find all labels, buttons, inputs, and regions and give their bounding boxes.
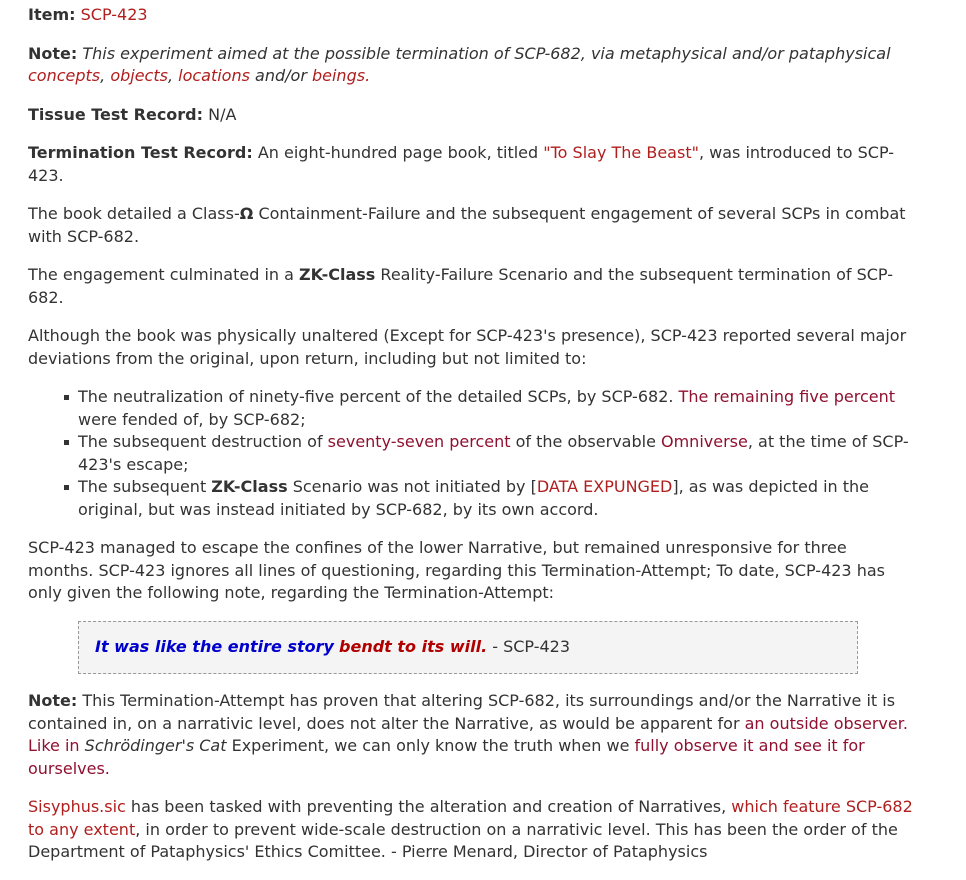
outside-observer-link[interactable]: an outside observer [744, 713, 903, 733]
quote-block [78, 621, 858, 675]
termination-test-record: Termination Test Record: An eight-hundred page book, titled "To Slay The Beast", was introduced to SCP-423. [28, 143, 895, 185]
book-paragraph: The book detailed a Class-Ω Containment-Failure and the subsequent engagement of several SCPs in combat with SCP-682. [28, 204, 906, 246]
note-conclusion: Note: This Termination-Attempt has proven that altering SCP-682, its surroundings and/or the Narrative it is contained in, on a narrativic level, does not alter the Narrative, as would be apparent for an outside observer. Like in Schrödinger's Cat Experiment, we can only know the truth when we fully observe it and see it for ourselves. [28, 691, 908, 778]
list-item: The neutralization of ninety-five percent of the detailed SCPs, by SCP-682. The remaining five percent were fended of, by SCP-682; [78, 386, 914, 431]
list-item: The subsequent ZK-Class Scenario was not initiated by [DATA EXPUNGED], as was depicted in the original, but was instead initiated by SCP-682, by its own accord. [78, 476, 914, 521]
sisyphus-paragraph: Sisyphus.sic has been tasked with preventing the alteration and creation of Narratives, which feature SCP-682 to any extent, in order to prevent wide-scale destruction on a narrativic level. This has been the order of the Department of Pataphysics' Ethics Comittee. - Pierre Menard, Director of Pataphysics [28, 797, 913, 861]
item-line [28, 4, 914, 27]
list-item: The subsequent destruction of seventy-seven percent of the observable Omniverse, at the time of SCP-423's escape; [78, 431, 914, 476]
item-link[interactable]: SCP-423 [80, 5, 148, 24]
locations-link[interactable]: locations [178, 66, 250, 85]
escape-paragraph: SCP-423 managed to escape the confines of the lower Narrative, but remained unresponsive for three months. SCP-423 ignores all lines of questioning, regarding this Termination-Attempt; To date, SCP-423 has only given the following note, regarding the Termination-Attempt: [28, 538, 885, 602]
note-intro [28, 43, 914, 88]
engagement-paragraph: The engagement culminated in a ZK-Class Reality-Failure Scenario and the subsequent termination of SCP-682. [28, 265, 893, 307]
concepts-link[interactable]: concepts [28, 66, 101, 85]
omniverse-link[interactable]: Omniverse [661, 432, 748, 451]
book-title-link[interactable]: "To Slay The Beast" [543, 143, 699, 162]
omega-symbol: Ω [239, 204, 254, 223]
quote-red-text: bendt to its will. [339, 636, 488, 656]
beings-link[interactable]: beings [311, 66, 366, 85]
document-page [28, 4, 914, 880]
item-label: Item: [28, 5, 76, 24]
although-paragraph: Although the book was physically unaltered (Except for SCP-423's presence), SCP-423 reported several major deviations from the original, upon return, including but not limited to: [28, 326, 907, 368]
data-expunged-link[interactable]: DATA EXPUNGED [536, 477, 673, 496]
schrodinger-italic: Schrödinger's Cat [84, 736, 227, 755]
remaining-five-percent-link[interactable]: The remaining five percent [678, 387, 896, 406]
fully-observe-link[interactable]: fully observe it and see it for ourselves [28, 736, 865, 778]
termination-label: Termination Test Record: [28, 143, 253, 162]
sisyphus-link[interactable]: Sisyphus.sic [28, 797, 126, 816]
zk-class-bold: ZK-Class [299, 265, 376, 284]
note-text: This experiment aimed at the possible termination of SCP-682, via metaphysical and/or pataphysical concepts, objects, locations and/or beings. [28, 43, 891, 85]
which-feature-link[interactable]: which feature SCP-682 to any extent [28, 797, 913, 839]
objects-link[interactable]: objects [110, 66, 168, 85]
quote-attribution: - SCP-423 [487, 636, 571, 656]
seventy-seven-percent-link[interactable]: seventy-seven percent [327, 432, 511, 451]
note-label: Note: [28, 43, 78, 63]
tissue-label: Tissue Test Record: [28, 104, 204, 124]
note-label: Note: [28, 691, 78, 710]
zk-class-bold: ZK-Class [211, 477, 288, 496]
quote-blue-text: It was like the entire story [95, 636, 334, 656]
deviation-list [28, 386, 914, 521]
tissue-test-record: Tissue Test Record: N/A [28, 104, 237, 124]
